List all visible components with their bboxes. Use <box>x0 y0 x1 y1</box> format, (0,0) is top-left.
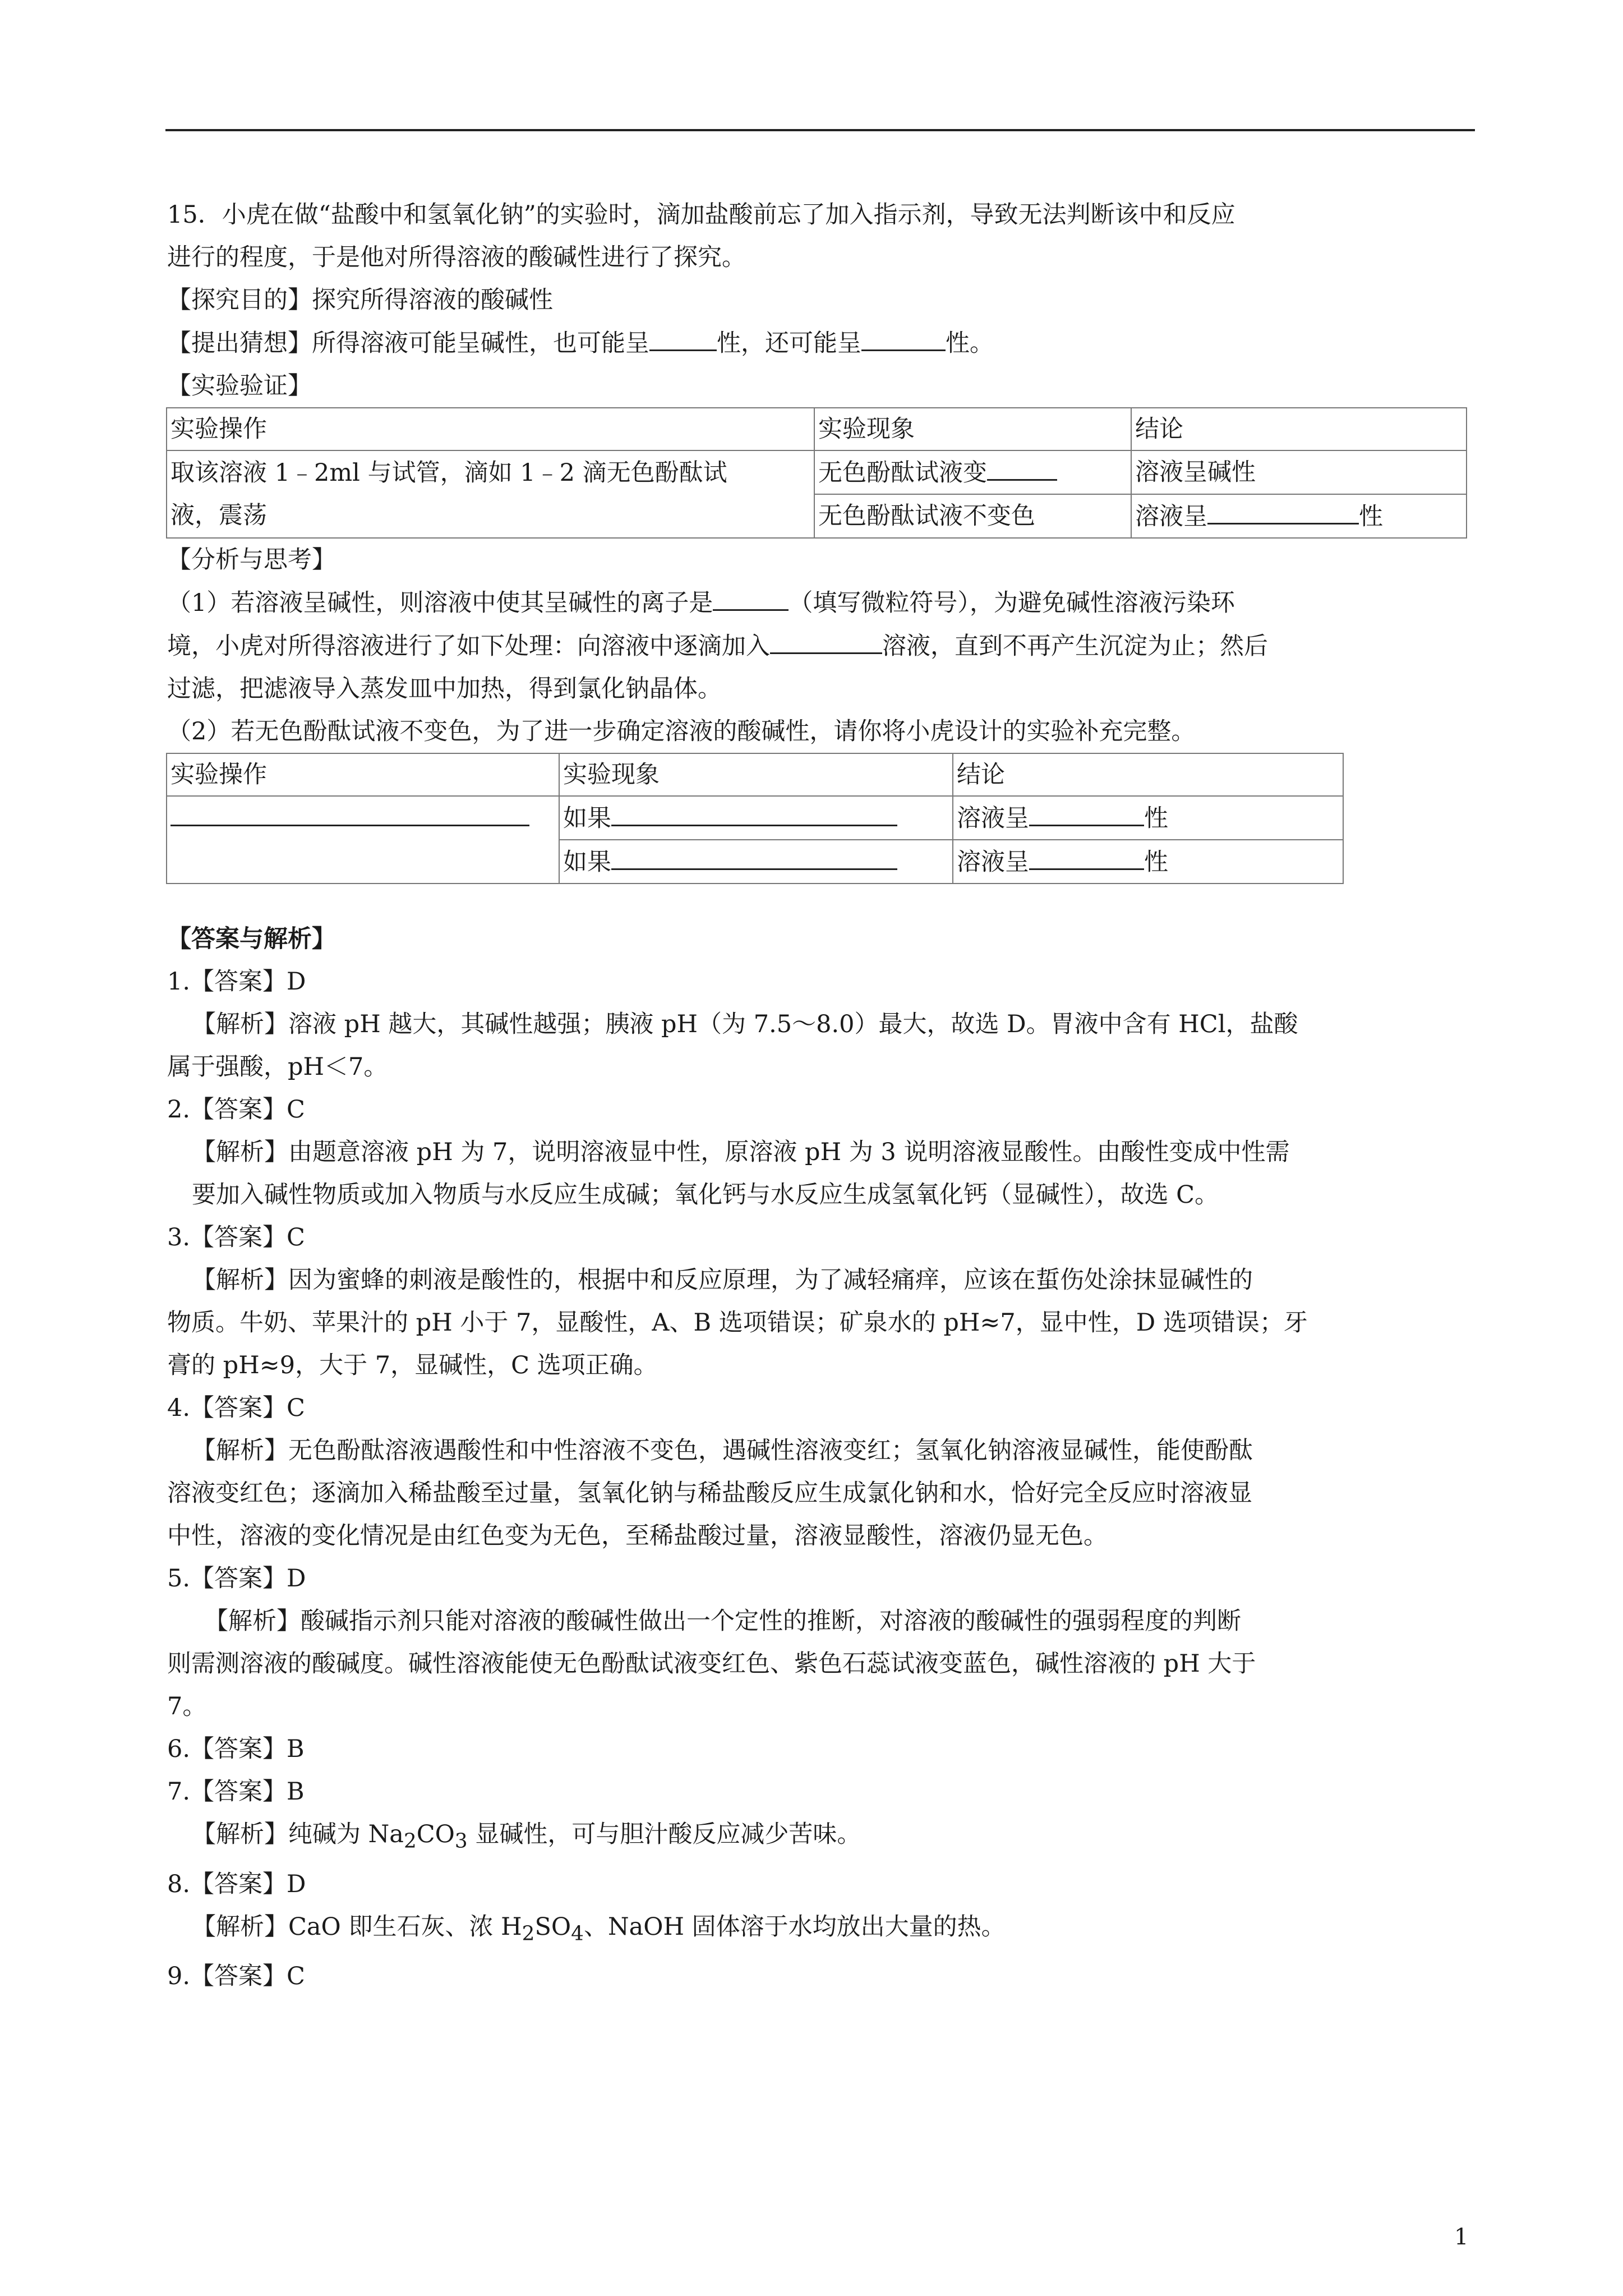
if-label: 如果 <box>563 804 611 832</box>
explanation-3-line1: 【解析】因为蜜蜂的刺液是酸性的，根据中和反应原理，为了减轻痛痒，应该在蜇伤处涂抹显碱性的 <box>192 1266 1253 1294</box>
operation-cell <box>167 796 559 884</box>
header-cell: 实验现象 <box>559 753 953 796</box>
document-body <box>167 194 1477 1998</box>
header-cell: 实验现象 <box>814 408 1131 450</box>
header-rule <box>165 129 1475 131</box>
explanation-7-text-a: 【解析】纯碱为 Na <box>192 1820 404 1848</box>
header-cell: 实验操作 <box>167 408 814 450</box>
header-cell: 结论 <box>1131 408 1467 450</box>
observation-blank[interactable] <box>611 797 897 826</box>
observation-cell <box>559 796 953 840</box>
conclusion-cell <box>953 796 1343 840</box>
q15-purpose: 【探究目的】探究所得溶液的酸碱性 <box>167 286 553 314</box>
explanation-7-line1 <box>167 1813 1477 1863</box>
supplement-table <box>166 753 1344 884</box>
explanation-1-line1: 【解析】溶液 pH 越大，其碱性越强；胰液 pH（为 7.5～8.0）最大，故选 D。胃液中含有 HCl，盐酸 <box>192 1010 1298 1038</box>
ion-blank[interactable] <box>713 581 789 611</box>
conclusion-text: 溶液呈 <box>957 804 1029 832</box>
analysis-heading: 【分析与思考】 <box>167 546 336 574</box>
explanation-1-line2: 属于强酸，pH＜7。 <box>167 1053 388 1081</box>
q15-verify-heading: 【实验验证】 <box>167 372 312 400</box>
table-row <box>167 408 1467 450</box>
page-number: 1 <box>1454 2224 1469 2250</box>
observation-blank[interactable] <box>611 840 897 870</box>
hyp-text-c: 性。 <box>946 329 994 357</box>
explanation-7-text-b: CO <box>416 1820 455 1848</box>
observation-blank[interactable] <box>987 451 1057 481</box>
operation-cell <box>167 450 814 538</box>
conclusion-cell: 溶液呈碱性 <box>1131 450 1467 494</box>
subscript: 4 <box>571 1922 584 1945</box>
answer-1: 1.【答案】D <box>167 968 306 996</box>
explanation-3-line2: 物质。牛奶、苹果汁的 pH 小于 7，显酸性，A、B 选项错误；矿泉水的 pH≈7，显中性，D 选项错误；牙 <box>167 1309 1308 1337</box>
explanation-4-line2: 溶液变红色；逐滴加入稀盐酸至过量，氢氧化钠与稀盐酸反应生成氯化钠和水，恰好完全反应时溶液显 <box>167 1479 1252 1507</box>
observation-cell <box>814 450 1131 494</box>
answer-5: 5.【答案】D <box>167 1565 306 1593</box>
table-row <box>167 796 1343 840</box>
header-cell: 结论 <box>953 753 1343 796</box>
table-row <box>167 450 1467 494</box>
conclusion-suffix: 性 <box>1144 848 1168 876</box>
hyp-blank-2[interactable] <box>861 321 946 351</box>
analysis-1-text-b: （填写微粒符号），为避免碱性溶液污染环 <box>789 589 1235 617</box>
conclusion-blank[interactable] <box>1029 797 1144 826</box>
hyp-text-a: 【提出猜想】所得溶液可能呈碱性，也可能呈 <box>167 329 649 357</box>
conclusion-text: 溶液呈 <box>957 848 1029 876</box>
hyp-blank-1[interactable] <box>649 321 717 351</box>
explanation-8-text-c: 、NaOH 固体溶于水均放出大量的热。 <box>583 1912 1006 1941</box>
observation-text: 无色酚酞试液变 <box>818 459 987 487</box>
explanation-5-line1: 【解析】酸碱指示剂只能对溶液的酸碱性做出一个定性的推断，对溶液的酸碱性的强弱程度的判断 <box>204 1607 1241 1635</box>
answers-heading: 【答案与解析】 <box>167 925 336 953</box>
conclusion-text: 溶液呈 <box>1135 503 1207 531</box>
subscript: 3 <box>454 1829 468 1853</box>
conclusion-cell <box>953 840 1343 884</box>
header-cell: 实验操作 <box>167 753 559 796</box>
explanation-8-line1 <box>167 1906 1477 1955</box>
conclusion-suffix: 性 <box>1359 503 1383 531</box>
answer-9: 9.【答案】C <box>167 1962 305 1991</box>
explanation-3-line3: 膏的 pH≈9，大于 7，显碱性，C 选项正确。 <box>167 1351 658 1379</box>
hyp-text-b: 性，还可能呈 <box>717 329 861 357</box>
reagent-blank[interactable] <box>770 624 882 654</box>
answer-6: 6.【答案】B <box>167 1735 305 1763</box>
answer-3: 3.【答案】C <box>167 1223 305 1251</box>
q15-stem-line2: 进行的程度，于是他对所得溶液的酸碱性进行了探究。 <box>167 243 746 272</box>
subscript: 2 <box>522 1922 535 1945</box>
conclusion-cell <box>1131 494 1467 538</box>
explanation-7-text-c: 显碱性，可与胆汁酸反应减少苦味。 <box>467 1820 861 1848</box>
explanation-8-text-b: SO <box>534 1912 571 1941</box>
operation-line1: 取该溶液 1﹣2ml 与试管，滴如 1﹣2 滴无色酚酞试 <box>170 459 727 487</box>
q15-hypothesis <box>167 321 1477 365</box>
explanation-5-line3: 7。 <box>167 1692 207 1720</box>
answer-4: 4.【答案】C <box>167 1394 305 1422</box>
if-label: 如果 <box>563 848 611 876</box>
analysis-1-line3: 过滤，把滤液导入蒸发皿中加热，得到氯化钠晶体。 <box>167 675 722 703</box>
observation-cell: 无色酚酞试液不变色 <box>814 494 1131 538</box>
analysis-1-line1 <box>167 581 1477 624</box>
explanation-8-text-a: 【解析】CaO 即生石灰、浓 H <box>192 1912 522 1941</box>
analysis-1-text-c: 境，小虎对所得溶液进行了如下处理：向溶液中逐滴加入 <box>167 632 770 660</box>
answer-8: 8.【答案】D <box>167 1870 306 1898</box>
operation-line2: 液，震荡 <box>170 501 267 530</box>
q15-stem-line1: 15．小虎在做“盐酸中和氢氧化钠”的实验时，滴加盐酸前忘了加入指示剂，导致无法判断该中和反应 <box>167 201 1235 229</box>
answer-7: 7.【答案】B <box>167 1778 305 1806</box>
analysis-1-text-d: 溶液，直到不再产生沉淀为止；然后 <box>882 632 1268 660</box>
conclusion-blank[interactable] <box>1207 495 1359 524</box>
explanation-4-line3: 中性，溶液的变化情况是由红色变为无色，至稀盐酸过量，溶液显酸性，溶液仍显无色。 <box>167 1522 1108 1550</box>
analysis-1-line2 <box>167 624 1477 668</box>
subscript: 2 <box>403 1829 417 1853</box>
analysis-2: （2）若无色酚酞试液不变色，为了进一步确定溶液的酸碱性，请你将小虎设计的实验补充完整。 <box>167 717 1196 746</box>
conclusion-blank[interactable] <box>1029 840 1144 870</box>
analysis-1-text-a: （1）若溶液呈碱性，则溶液中使其呈碱性的离子是 <box>167 589 713 617</box>
explanation-2-line2: 要加入碱性物质或加入物质与水反应生成碱；氧化钙与水反应生成氢氧化钙（显碱性），故选 C。 <box>192 1181 1219 1209</box>
answer-2: 2.【答案】C <box>167 1096 305 1124</box>
explanation-2-line1: 【解析】由题意溶液 pH 为 7，说明溶液显中性，原溶液 pH 为 3 说明溶液显酸性。由酸性变成中性需 <box>192 1138 1290 1166</box>
conclusion-suffix: 性 <box>1144 804 1168 832</box>
observation-cell <box>559 840 953 884</box>
table-row <box>167 753 1343 796</box>
verify-table <box>166 407 1467 539</box>
explanation-5-line2: 则需测溶液的酸碱度。碱性溶液能使无色酚酞试液变红色、紫色石蕊试液变蓝色，碱性溶液的 pH 大于 <box>167 1650 1256 1678</box>
operation-blank[interactable] <box>170 797 529 826</box>
explanation-4-line1: 【解析】无色酚酞溶液遇酸性和中性溶液不变色，遇碱性溶液变红；氢氧化钠溶液显碱性，能使酚酞 <box>192 1437 1253 1465</box>
